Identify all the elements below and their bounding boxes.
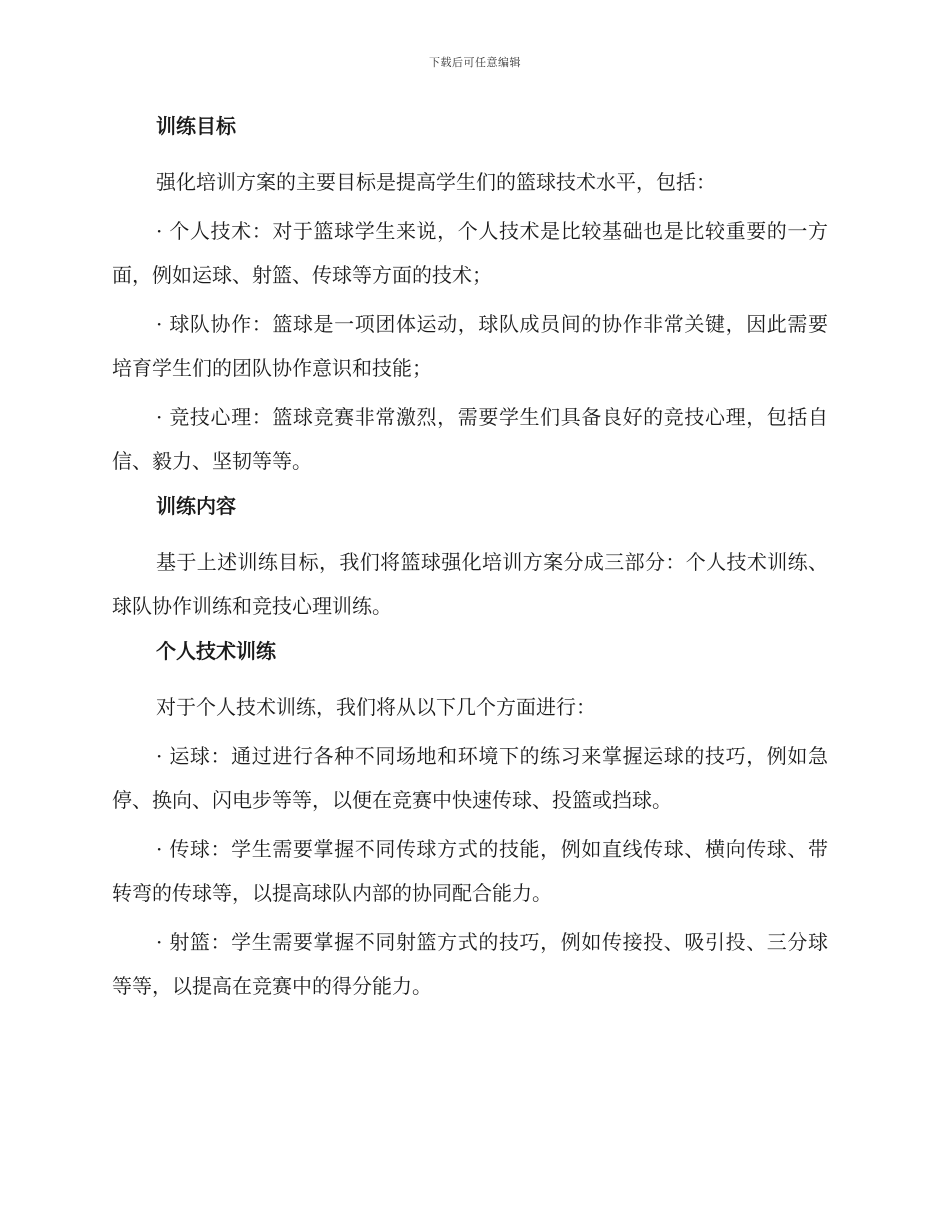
paragraph-goals-intro: 强化培训方案的主要目标是提高学生们的篮球技术水平，包括：	[156, 170, 716, 194]
paragraph-bullet-team-cooperation: · 球队协作：篮球是一项团体运动，球队成员间的协作非常关键，因此需要培育学生们的团队协作意识和技能；	[112, 312, 828, 380]
page-header: 下载后可任意编辑	[429, 56, 521, 69]
paragraph-content-intro: 基于上述训练目标，我们将篮球强化培训方案分成三部分：个人技术训练、球队协作训练和竞技心理训练。	[112, 550, 828, 618]
section-heading-training-content: 训练内容	[156, 494, 236, 518]
paragraph-bullet-competitive-mindset: · 竞技心理：篮球竞赛非常激烈，需要学生们具备良好的竞技心理，包括自信、毅力、坚韧等等。	[112, 405, 828, 473]
paragraph-bullet-passing: · 传球：学生需要掌握不同传球方式的技能，例如直线传球、横向传球、带转弯的传球等，以提高球队内部的协同配合能力。	[112, 837, 828, 905]
document-body	[112, 108, 828, 1013]
paragraph-bullet-personal-skills: · 个人技术：对于篮球学生来说，个人技术是比较基础也是比较重要的一方面，例如运球、射篮、传球等方面的技术；	[112, 219, 828, 287]
paragraph-skills-intro: 对于个人技术训练，我们将从以下几个方面进行：	[156, 695, 596, 719]
section-heading-personal-skills-training: 个人技术训练	[156, 639, 276, 663]
section-heading-training-goals: 训练目标	[156, 114, 236, 138]
paragraph-bullet-shooting: · 射篮：学生需要掌握不同射篮方式的技巧，例如传接投、吸引投、三分球等等，以提高在竞赛中的得分能力。	[112, 930, 828, 998]
paragraph-bullet-dribbling: · 运球：通过进行各种不同场地和环境下的练习来掌握运球的技巧，例如急停、换向、闪电步等等，以便在竞赛中快速传球、投篮或挡球。	[112, 744, 828, 812]
